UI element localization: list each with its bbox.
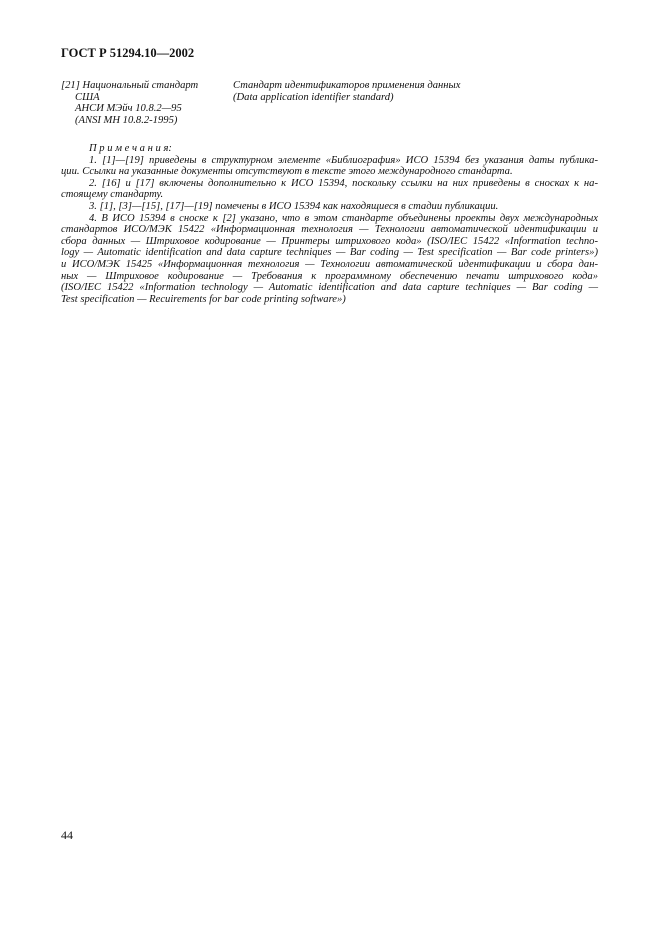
- notes-body: [61, 155, 598, 306]
- reference-designation: [61, 80, 198, 126]
- notes-heading: П р и м е ч а н и я:: [89, 143, 172, 154]
- reference-line: США: [75, 91, 100, 103]
- note-line: 1. [1]—[19] приведены в структурном элементе «Библиография» ИСО 15394 без указания даты публика-: [89, 154, 598, 166]
- note-line: Test specification — Recuirements for bar code printing software»): [61, 293, 346, 305]
- notes-section: [61, 143, 598, 305]
- note-line: 4. В ИСО 15394 в сноске к [2] указано, что в этом стандарте объединены проекты двух международных: [89, 212, 598, 224]
- reference-title: [233, 80, 460, 103]
- note-line: ции. Ссылки на указанные документы отсутствуют в тексте этого международного стандарта.: [61, 166, 513, 178]
- note-line: и ИСО/МЭК 15425 «Информационная технология — Технологии автоматической идентификации и сбора дан-: [61, 258, 598, 270]
- note-line: 2. [16] и [17] включены дополнительно к ИСО 15394, поскольку ссылки на них приведены в сносках к на-: [89, 177, 598, 189]
- note-line: стоящему стандарту.: [61, 189, 164, 201]
- note-line: 3. [1], [3]—[15], [17]—[19] помечены в ИСО 15394 как находящиеся в стадии публикации.: [89, 200, 499, 212]
- document-header: ГОСТ Р 51294.10—2002: [61, 46, 195, 60]
- reference-line: (ANSI MH 10.8.2-1995): [75, 114, 178, 126]
- note-line: стандартов ИСО/МЭК 15422 «Информационная технология — Технологии автоматической идентификации и: [61, 224, 598, 236]
- note-line: сбора данных — Штриховое кодирование — Принтеры штрихового кода» (ISO/IEC 15422 «Information techno-: [61, 235, 598, 247]
- note-line: (ISO/IEC 15422 «Information technology — Automatic identification and data capture techniques — Bar coding —: [61, 282, 598, 294]
- note-line: logy — Automatic identification and data capture techniques — Bar coding — Test specification — Bar code printers»): [61, 247, 598, 259]
- reference-line: АНСИ МЭйч 10.8.2—95: [75, 103, 182, 115]
- reference-line: [21] Национальный стандарт: [61, 80, 199, 91]
- note-line: ных — Штриховое кодирование — Требования к программному обеспечению печати штрихового кода»: [61, 270, 598, 282]
- page-number: 44: [61, 828, 73, 842]
- reference-title-line: Стандарт идентификаторов применения данных: [233, 80, 461, 91]
- reference-title-line: (Data application identifier standard): [233, 91, 394, 103]
